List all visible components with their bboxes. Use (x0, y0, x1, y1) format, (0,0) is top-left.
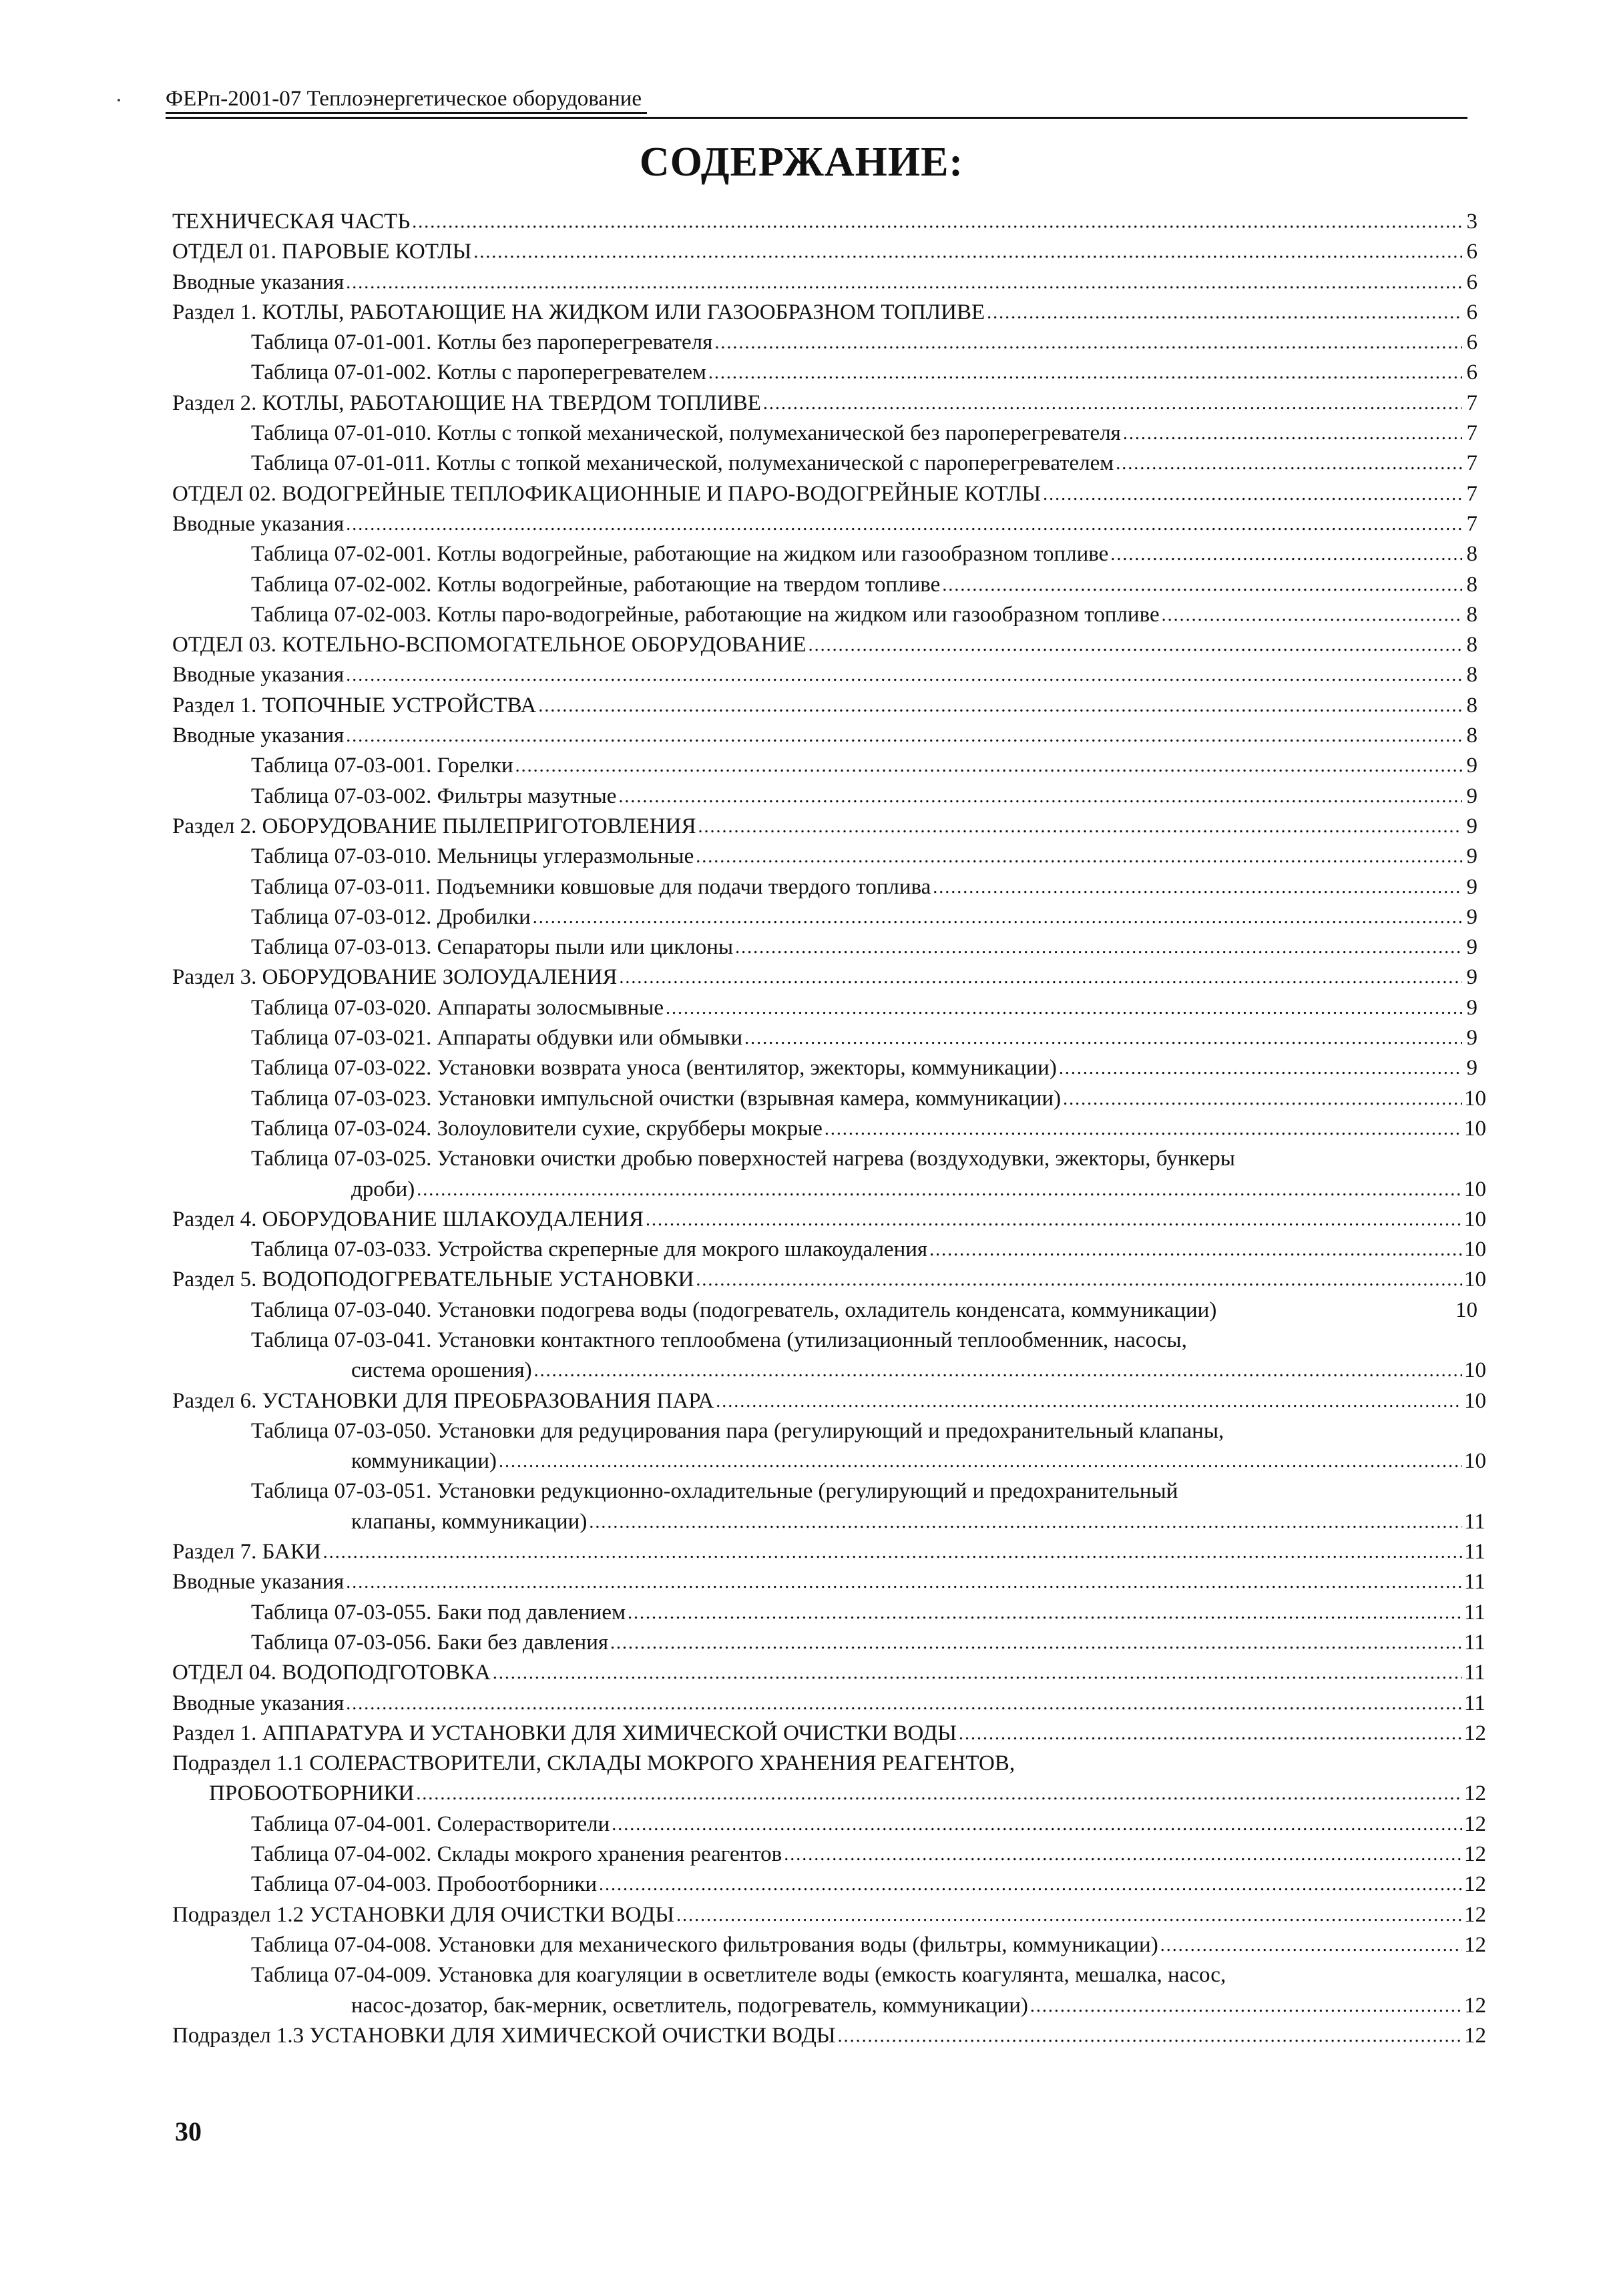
dot-leader (346, 268, 1462, 298)
toc-entry-page: 7 (1466, 421, 1477, 446)
dot-leader (515, 751, 1462, 781)
toc-entry[interactable] (172, 1205, 1486, 1235)
toc-entry-title: Подраздел 1.3 УСТАНОВКИ ДЛЯ ХИМИЧЕСКОЙ ОЧИСТКИ ВОДЫ (172, 2023, 836, 2048)
toc-entry-page: 8 (1466, 542, 1477, 567)
toc-entry[interactable] (172, 449, 1477, 479)
toc-entry-page: 6 (1466, 360, 1477, 385)
toc-entry-page: 12 (1464, 1721, 1486, 1745)
dot-leader (416, 1779, 1462, 1809)
toc-entry[interactable] (172, 993, 1477, 1023)
toc-entry-page: 12 (1464, 1932, 1486, 1957)
toc-entry-page: 12 (1464, 1811, 1486, 1836)
toc-entry-page: 6 (1466, 240, 1477, 264)
toc-entry-title-continued: клапаны, коммуникации) (351, 1509, 588, 1534)
toc-entry-title: Таблица 07-03-011. Подъемники ковшовые для подачи твердого топлива (251, 874, 931, 899)
toc-entry[interactable] (172, 1567, 1485, 1597)
toc-entry[interactable] (172, 1689, 1485, 1719)
toc-entry-title: Таблица 07-04-009. Установка для коагуляции в осветлителе воды (емкость коагулянта, мешалка, насос, (251, 1963, 1226, 1988)
toc-entry-page: 11 (1464, 1630, 1485, 1655)
toc-entry-title: ОТДЕЛ 03. КОТЕЛЬНО-ВСПОМОГАТЕЛЬНОЕ ОБОРУДОВАНИЕ (172, 633, 807, 657)
dot-leader (493, 1658, 1462, 1688)
dot-leader (1110, 539, 1462, 569)
toc-entry-page: 9 (1466, 874, 1477, 899)
toc-entry-page: 10 (1464, 1388, 1486, 1413)
toc-entry-title: Таблица 07-04-008. Установки для механического фильтрования воды (фильтры, коммуникации) (251, 1932, 1158, 1957)
toc-entry-page: 11 (1464, 1661, 1485, 1685)
toc-entry[interactable] (172, 1265, 1486, 1295)
dot-leader (473, 237, 1462, 267)
toc-entry-title: Таблица 07-03-024. Золоуловители сухие, скрубберы мокрые (251, 1116, 823, 1141)
toc-entry-page: 6 (1466, 300, 1477, 324)
toc-entry-title: Таблица 07-03-013. Сепараторы пыли или циклоны (251, 935, 734, 960)
toc-entry-title: Раздел 2. ОБОРУДОВАНИЕ ПЫЛЕПРИГОТОВЛЕНИЯ (172, 814, 696, 838)
toc-entry-title: ОТДЕЛ 02. ВОДОГРЕЙНЫЕ ТЕПЛОФИКАЦИОННЫЕ И ПАРО-ВОДОГРЕЙНЫЕ КОТЛЫ (172, 481, 1042, 506)
dot-leader (417, 1175, 1462, 1205)
toc-entry-page: 8 (1466, 602, 1477, 627)
toc-entry-title: Таблица 07-01-002. Котлы с пароперегревателем (251, 360, 706, 385)
toc-entry-title: ТЕХНИЧЕСКАЯ ЧАСТЬ (172, 210, 411, 234)
toc-entry-title: Вводные указания (172, 663, 345, 687)
dot-leader (744, 1023, 1462, 1053)
toc-entry-title: Таблица 07-02-002. Котлы водогрейные, работающие на твердом топливе (251, 572, 941, 597)
toc-entry-title: Таблица 07-02-003. Котлы паро-водогрейные, работающие на жидком или газообразном топливе (251, 602, 1160, 627)
toc-entry-page: 12 (1464, 1781, 1486, 1806)
toc-entry-page: 8 (1466, 693, 1477, 718)
scan-speck (118, 99, 120, 101)
toc-entry-title: Раздел 2. КОТЛЫ, РАБОТАЮЩИЕ НА ТВЕРДОМ ТОПЛИВЕ (172, 390, 761, 415)
toc-entry-page: 7 (1466, 451, 1477, 476)
toc-entry[interactable] (172, 1296, 1477, 1326)
dot-leader (708, 358, 1462, 388)
toc-entry-title: Таблица 07-03-056. Баки без давления (251, 1630, 609, 1655)
dot-leader (666, 993, 1462, 1023)
toc-entry-page: 9 (1466, 814, 1477, 838)
header-rule (166, 117, 1467, 119)
toc-entry-page: 10 (1464, 1116, 1486, 1141)
toc-entry-page: 10 (1464, 1267, 1486, 1292)
dot-leader (599, 1870, 1462, 1900)
toc-entry[interactable] (172, 691, 1477, 721)
toc-entry[interactable] (172, 842, 1477, 872)
toc-entry[interactable] (172, 1084, 1486, 1114)
dot-leader (538, 691, 1462, 721)
toc-entry-title: Таблица 07-02-001. Котлы водогрейные, работающие на жидком или газообразном топливе (251, 542, 1109, 567)
dot-leader (987, 298, 1462, 328)
dot-leader (628, 1598, 1462, 1628)
toc-entry-title: Раздел 7. БАКИ (172, 1540, 321, 1564)
toc-entry-title-continued: коммуникации) (351, 1449, 497, 1474)
toc-entry[interactable] (172, 328, 1477, 358)
dot-leader (1063, 1084, 1462, 1114)
toc-entry-page: 6 (1466, 270, 1477, 294)
toc-entry-title-continued: система орошения) (351, 1358, 532, 1383)
toc-entry[interactable] (172, 1386, 1486, 1416)
dot-leader (838, 2021, 1462, 2051)
toc-entry-page: 11 (1464, 1570, 1485, 1595)
dot-leader (696, 1265, 1462, 1295)
toc-entry-title: Таблица 07-03-023. Установки импульсной очистки (взрывная камера, коммуникации) (251, 1086, 1062, 1111)
dot-leader (346, 509, 1462, 539)
toc-entry-title-continued: ПРОБООТБОРНИКИ (209, 1781, 415, 1806)
toc-entry[interactable] (172, 1839, 1486, 1870)
dot-leader (1160, 1930, 1462, 1960)
toc-entry-title: Таблица 07-03-012. Дробилки (251, 904, 531, 929)
toc-entry[interactable] (172, 539, 1477, 569)
toc-entry-page: 9 (1466, 904, 1477, 929)
toc-entry-page: 11 (1464, 1600, 1485, 1625)
toc-entry-page: 9 (1466, 754, 1477, 778)
toc-entry[interactable] (172, 1628, 1485, 1658)
dot-leader (735, 932, 1462, 962)
toc-entry-page: 9 (1466, 1056, 1477, 1081)
toc-entry-title-continued: дроби) (351, 1177, 415, 1201)
toc-entry-page: 10 (1464, 1449, 1486, 1474)
dot-leader (534, 1356, 1462, 1386)
toc-entry-page: 9 (1466, 784, 1477, 808)
toc-entry-page: 8 (1466, 633, 1477, 657)
toc-entry-page: 9 (1466, 995, 1477, 1020)
toc-entry[interactable] (172, 721, 1477, 751)
dot-leader (499, 1446, 1462, 1476)
toc-entry-title: Таблица 07-03-022. Установки возврата уноса (вентилятор, эжекторы, коммуникации) (251, 1056, 1057, 1081)
toc-entry[interactable] (172, 358, 1477, 388)
toc-entry-title: Таблица 07-03-055. Баки под давлением (251, 1600, 626, 1625)
running-header: ФЕРп-2001-07 Теплоэнергетическое оборудование (166, 85, 647, 114)
toc-entry-page: 9 (1466, 1026, 1477, 1051)
toc-entry-title: Таблица 07-03-025. Установки очистки дробью поверхностей нагрева (воздуходувки, эжекторы, бункеры (251, 1147, 1235, 1171)
toc-entry-page: 6 (1466, 330, 1477, 355)
toc-entry-title: Таблица 07-01-011. Котлы с топкой механической, полумеханической с пароперегревателем (251, 451, 1114, 476)
toc-entry-title: Раздел 1. КОТЛЫ, РАБОТАЮЩИЕ НА ЖИДКОМ ИЛИ ГАЗООБРАЗНОМ ТОПЛИВЕ (172, 300, 985, 324)
toc-entry-title: ОТДЕЛ 01. ПАРОВЫЕ КОТЛЫ (172, 240, 472, 264)
toc-entry-title: Таблица 07-03-033. Устройства скреперные для мокрого шлакоудаления (251, 1237, 928, 1262)
toc-entry-title: Подраздел 1.2 УСТАНОВКИ ДЛЯ ОЧИСТКИ ВОДЫ (172, 1902, 675, 1927)
toc-entry-page: 9 (1466, 965, 1477, 990)
dot-leader (346, 660, 1462, 690)
toc-entry[interactable] (172, 1658, 1485, 1688)
toc-entry[interactable] (172, 479, 1477, 509)
toc-entry[interactable] (172, 1023, 1477, 1053)
toc-entry-title: Таблица 07-03-002. Фильтры мазутные (251, 784, 617, 808)
toc-entry[interactable] (172, 1114, 1486, 1144)
toc-entry-title: Раздел 5. ВОДОПОДОГРЕВАТЕЛЬНЫЕ УСТАНОВКИ (172, 1267, 694, 1292)
dot-leader (716, 1386, 1462, 1416)
toc-entry[interactable] (172, 388, 1477, 418)
dot-leader (714, 328, 1462, 358)
toc-entry-page: 12 (1464, 1902, 1486, 1927)
toc-entry[interactable] (172, 298, 1477, 328)
toc-entry-page: 8 (1466, 724, 1477, 748)
toc-entry-title: Вводные указания (172, 270, 345, 294)
toc-entry-page: 12 (1464, 1842, 1486, 1867)
dot-leader (412, 207, 1462, 237)
toc-entry[interactable] (172, 1749, 1486, 1809)
toc-entry[interactable] (172, 1235, 1486, 1265)
toc-entry[interactable] (172, 600, 1477, 630)
dot-leader (1123, 418, 1462, 449)
dot-leader (698, 812, 1463, 842)
toc-entry[interactable] (172, 268, 1477, 298)
toc-entry-page: 10 (1464, 1237, 1486, 1262)
toc-entry-page: 10 (1464, 1207, 1486, 1231)
toc-entry-page: 7 (1466, 481, 1477, 506)
toc-entry-title: Вводные указания (172, 1691, 345, 1715)
toc-entry[interactable] (172, 1476, 1485, 1537)
toc-entry-title: Раздел 6. УСТАНОВКИ ДЛЯ ПРЕОБРАЗОВАНИЯ ПАРА (172, 1388, 714, 1413)
toc-entry[interactable] (172, 1537, 1485, 1567)
toc-entry-title: Вводные указания (172, 511, 345, 536)
toc-entry[interactable] (172, 630, 1477, 660)
toc-entry-title: Раздел 3. ОБОРУДОВАНИЕ ЗОЛОУДАЛЕНИЯ (172, 965, 618, 990)
toc-entry[interactable] (172, 812, 1477, 842)
dot-leader (1043, 479, 1462, 509)
toc-entry[interactable] (172, 1900, 1486, 1930)
dot-leader (589, 1507, 1462, 1537)
toc-entry[interactable] (172, 570, 1477, 600)
toc-entry-title: Подраздел 1.1 СОЛЕРАСТВОРИТЕЛИ, СКЛАДЫ МОКРОГО ХРАНЕНИЯ РЕАГЕНТОВ, (172, 1751, 1015, 1776)
page-title: СОДЕРЖАНИЕ: (639, 139, 964, 185)
dot-leader (346, 721, 1462, 751)
toc-entry-title: Вводные указания (172, 724, 345, 748)
toc-entry-page: 8 (1466, 572, 1477, 597)
toc-entry-page: 12 (1464, 1872, 1486, 1897)
dot-leader (612, 1809, 1462, 1839)
toc-entry[interactable] (172, 1930, 1486, 1960)
toc-entry-title: Таблица 07-03-001. Горелки (251, 754, 513, 778)
dot-leader (618, 782, 1462, 812)
toc-entry[interactable] (172, 1809, 1486, 1839)
toc-entry-title: Вводные указания (172, 1570, 345, 1595)
toc-entry[interactable] (172, 207, 1477, 237)
toc-entry-page: 7 (1466, 390, 1477, 415)
toc-entry[interactable] (172, 1416, 1486, 1477)
toc-entry-page: 12 (1464, 1993, 1486, 2018)
dot-leader (1030, 1991, 1462, 2021)
toc-entry[interactable] (172, 509, 1477, 539)
toc-entry-title: Раздел 1. ТОПОЧНЫЕ УСТРОЙСТВА (172, 693, 537, 718)
toc-entry-page: 8 (1466, 663, 1477, 687)
toc-entry-title: ОТДЕЛ 04. ВОДОПОДГОТОВКА (172, 1661, 491, 1685)
toc-entry-page: 11 (1464, 1509, 1485, 1534)
toc-entry-page: 10 (1464, 1086, 1486, 1111)
toc-entry-page: 9 (1466, 844, 1477, 869)
toc-entry[interactable] (172, 1960, 1486, 2021)
toc-entry[interactable] (172, 1719, 1486, 1749)
toc-entry[interactable] (172, 660, 1477, 690)
dot-leader (1059, 1053, 1462, 1083)
toc-entry-page: 10 (1464, 1177, 1486, 1201)
toc-entry-page: 3 (1466, 210, 1477, 234)
toc-entry[interactable] (172, 237, 1477, 267)
toc-entry-title: Раздел 1. АППАРАТУРА И УСТАНОВКИ ДЛЯ ХИМИЧЕСКОЙ ОЧИСТКИ ВОДЫ (172, 1721, 957, 1745)
dot-leader (610, 1628, 1462, 1658)
toc-entry-page: 9 (1466, 935, 1477, 960)
toc-entry[interactable] (172, 1144, 1486, 1205)
table-of-contents (172, 207, 1486, 2051)
dot-leader (929, 1235, 1462, 1265)
dot-leader (933, 872, 1462, 902)
page-number: 30 (175, 2116, 202, 2146)
dot-leader (676, 1900, 1462, 1930)
toc-entry[interactable] (172, 1598, 1485, 1628)
toc-entry[interactable] (172, 902, 1477, 932)
toc-entry-title: Таблица 07-01-001. Котлы без пароперегревателя (251, 330, 713, 355)
dot-leader (959, 1719, 1462, 1749)
toc-entry[interactable] (172, 1870, 1486, 1900)
toc-entry-title: Таблица 07-01-010. Котлы с топкой механической, полумеханической без пароперегревателя (251, 421, 1121, 446)
toc-entry-title: Таблица 07-03-040. Установки подогрева воды (подогреватель, охладитель конденсата, коммуникации) (251, 1298, 1217, 1322)
dot-leader (809, 630, 1462, 660)
dot-leader (1162, 600, 1462, 630)
toc-entry-title: Таблица 07-04-001. Солерастворители (251, 1811, 610, 1836)
toc-entry-title: Таблица 07-03-051. Установки редукционно-охладительные (регулирующий и предохранительный (251, 1479, 1178, 1504)
toc-entry[interactable] (172, 932, 1477, 962)
toc-entry-title: Таблица 07-03-010. Мельницы углеразмольные (251, 844, 694, 869)
toc-entry-page: 10 (1464, 1358, 1486, 1383)
toc-entry[interactable] (172, 751, 1477, 781)
dot-leader (1116, 449, 1462, 479)
dot-leader (784, 1839, 1462, 1870)
dot-leader (825, 1114, 1462, 1144)
dot-leader (533, 902, 1462, 932)
toc-entry[interactable] (172, 1053, 1477, 1083)
toc-entry-title: Таблица 07-03-021. Аппараты обдувки или обмывки (251, 1026, 743, 1051)
toc-entry[interactable] (172, 962, 1477, 992)
dot-leader (323, 1537, 1462, 1567)
toc-entry-page: 12 (1464, 2023, 1486, 2048)
toc-entry-title: Таблица 07-04-002. Склады мокрого хранения реагентов (251, 1842, 782, 1867)
dot-leader (646, 1205, 1462, 1235)
dot-leader (346, 1689, 1462, 1719)
toc-entry-title: Таблица 07-03-050. Установки для редуцирования пара (регулирующий и предохранительный клапаны, (251, 1418, 1224, 1443)
dot-leader (346, 1567, 1462, 1597)
toc-entry-title: Таблица 07-03-020. Аппараты золосмывные (251, 995, 664, 1020)
toc-entry-page: 10 (1455, 1298, 1477, 1322)
toc-entry[interactable] (172, 872, 1477, 902)
toc-entry[interactable] (172, 418, 1477, 449)
dot-leader (942, 570, 1462, 600)
toc-entry-title: Раздел 4. ОБОРУДОВАНИЕ ШЛАКОУДАЛЕНИЯ (172, 1207, 644, 1231)
dot-leader (619, 962, 1462, 992)
dot-leader (763, 388, 1462, 418)
toc-entry[interactable] (172, 1326, 1486, 1386)
toc-entry-title: Таблица 07-03-041. Установки контактного теплообмена (утилизационный теплообменник, насосы, (251, 1328, 1187, 1352)
toc-entry-title-continued: насос-дозатор, бак-мерник, осветлитель, подогреватель, коммуникации) (351, 1993, 1028, 2018)
toc-entry[interactable] (172, 782, 1477, 812)
toc-entry-page: 11 (1464, 1691, 1485, 1715)
toc-entry-title: Таблица 07-04-003. Пробоотборники (251, 1872, 598, 1897)
toc-entry[interactable] (172, 2021, 1486, 2051)
dot-leader (696, 842, 1462, 872)
toc-entry-page: 7 (1466, 511, 1477, 536)
toc-entry-page: 11 (1464, 1540, 1485, 1564)
